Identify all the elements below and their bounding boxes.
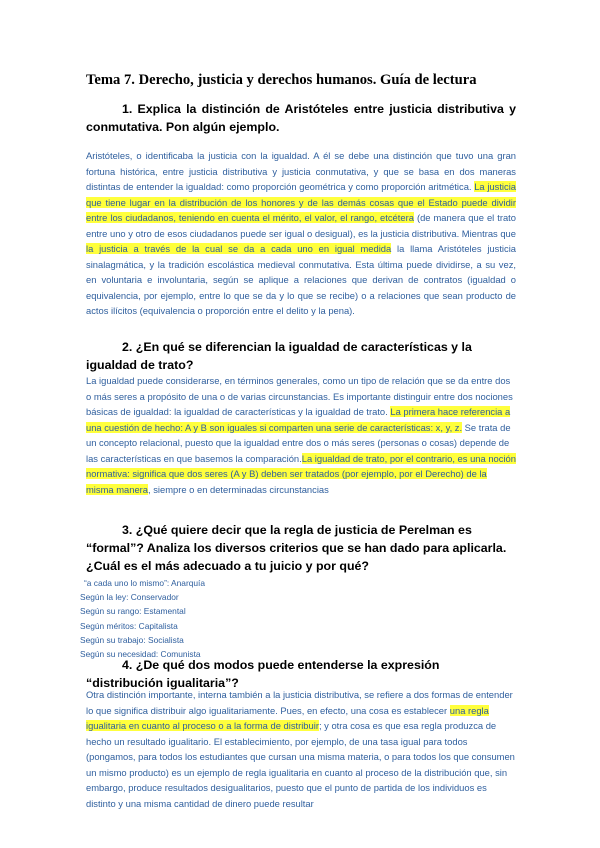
answer-1-text-b: (de manera que el trato entre uno y otro de esos ciudadanos puede ser igual o desigual), es la justicia distributiva. Mientras que [86,212,516,239]
answer-1-highlight-b: la justicia a través de la cual se da a cada uno en igual medida [86,243,392,254]
answer-1 [86,148,516,319]
answer-4 [86,687,516,811]
answer-2-text-c: , siempre o en determinadas circunstancias [148,483,329,495]
criteria-list [80,576,280,661]
answer-2-highlight-b: La igualdad de trato, por el contrario, es una noción normativa: significa que dos seres (A y B) deben ser tratados (por ejemplo, por el Derecho) de la misma manera [86,452,516,495]
list-item: Según méritos: Capitalista [80,620,178,631]
answer-4-text-b: ; y otra cosa es que esa regla produzca de hecho un resultado igualitario. El establecimiento, por ejemplo, de una tasa igual para todos (pongamos, para todos los estudiantes que cursan una misma materia, o para todos los que consumen un mismo producto) es un ejemplo de regla igualitaria en cuanto al proceso de la distribución que, sin embargo, produce resultados desigualitarios, puesto que el punto de partida de los individuos es distinto y una misma cantidad de dinero puede resultar [86,720,515,809]
list-item: Según la ley: Conservador [80,592,179,603]
answer-2 [86,373,516,497]
page-title: Tema 7. Derecho, justicia y derechos humanos. Guía de lectura [86,72,477,88]
question-3: 3. ¿Qué quiere decir que la regla de justicia de Perelman es “formal”? Analiza los diversos criterios que se han dado para aplicarla. ¿Cuál es el más adecuado a tu juicio y por qué? [86,523,507,573]
question-4: 4. ¿De qué dos modos puede entenderse la expresión “distribución igualitaria”? [86,658,440,690]
question-2: 2. ¿En qué se diferencian la igualdad de características y la igualdad de trato? [86,340,472,372]
list-item: “a cada uno lo mismo”: Anarquía [84,578,206,588]
answer-2-text-b: Se trata de un concepto relacional, puesto que la igualdad entre dos o más seres (personas o cosas) depende de las características en que basemos la comparación. [86,421,511,464]
list-item: Según su trabajo: Socialista [80,634,184,645]
answer-1-text-c: la llama Aristóteles justicia sinalagmática, y la tradición escolástica medieval conmutativa. Esta última puede dividirse, a su vez, en voluntaria e involuntaria, según se aplique a relaciones que derivan de contratos (igualdad o equivalencia, por ejemplo, entre lo que se da y lo que se recibe) o a relaciones que sean producto de actos ilícitos (equivalencia o proporción entre el delito y la pena). [86,243,516,316]
answer-2-text-a: La igualdad puede considerarse, en términos generales, como un tipo de relación que se da entre dos o más seres a propósito de una o de varias circunstancias. Es importante distinguir entre dos nociones básicas de igualdad: la igualdad de características y la igualdad de trato. [86,375,513,417]
answer-4-highlight-a: una regla igualitaria en cuanto al proceso o a la forma de distribuir [86,704,489,731]
list-item: Según su rango: Estamental [80,606,186,617]
answer-4-text-a: Otra distinción importante, interna también a la justicia distributiva, se refiere a dos formas de entender lo que significa distribuir algo igualitariamente. Pues, en efecto, una cosa es establecer [86,689,513,716]
answer-1-highlight-a: La justicia que tiene lugar en la distribución de los honores y de las demás cosas que el Estado puede dividir entre los ciudadanos, teniendo en cuenta el mérito, el valor, el rango, etcétera [86,181,516,223]
answer-1-text-a: Aristóteles, o identificaba la justicia con la igualdad. A él se debe una distinción que tuvo una gran fortuna histórica, entre justicia distributiva y justicia conmutativa, y que se basa en dos maneras distintas de entender la igualdad: como proporción geométrica y como proporción aritmética. [86,150,516,192]
list-item: Según su necesidad: Comunista [80,649,201,660]
answer-2-highlight-a: La primera hace referencia a una cuestión de hecho: A y B son iguales si comparten una serie de características: x, y, z. [86,406,511,433]
question-1: 1. Explica la distinción de Aristóteles entre justicia distributiva y conmutativa. Pon algún ejemplo. [86,102,516,134]
